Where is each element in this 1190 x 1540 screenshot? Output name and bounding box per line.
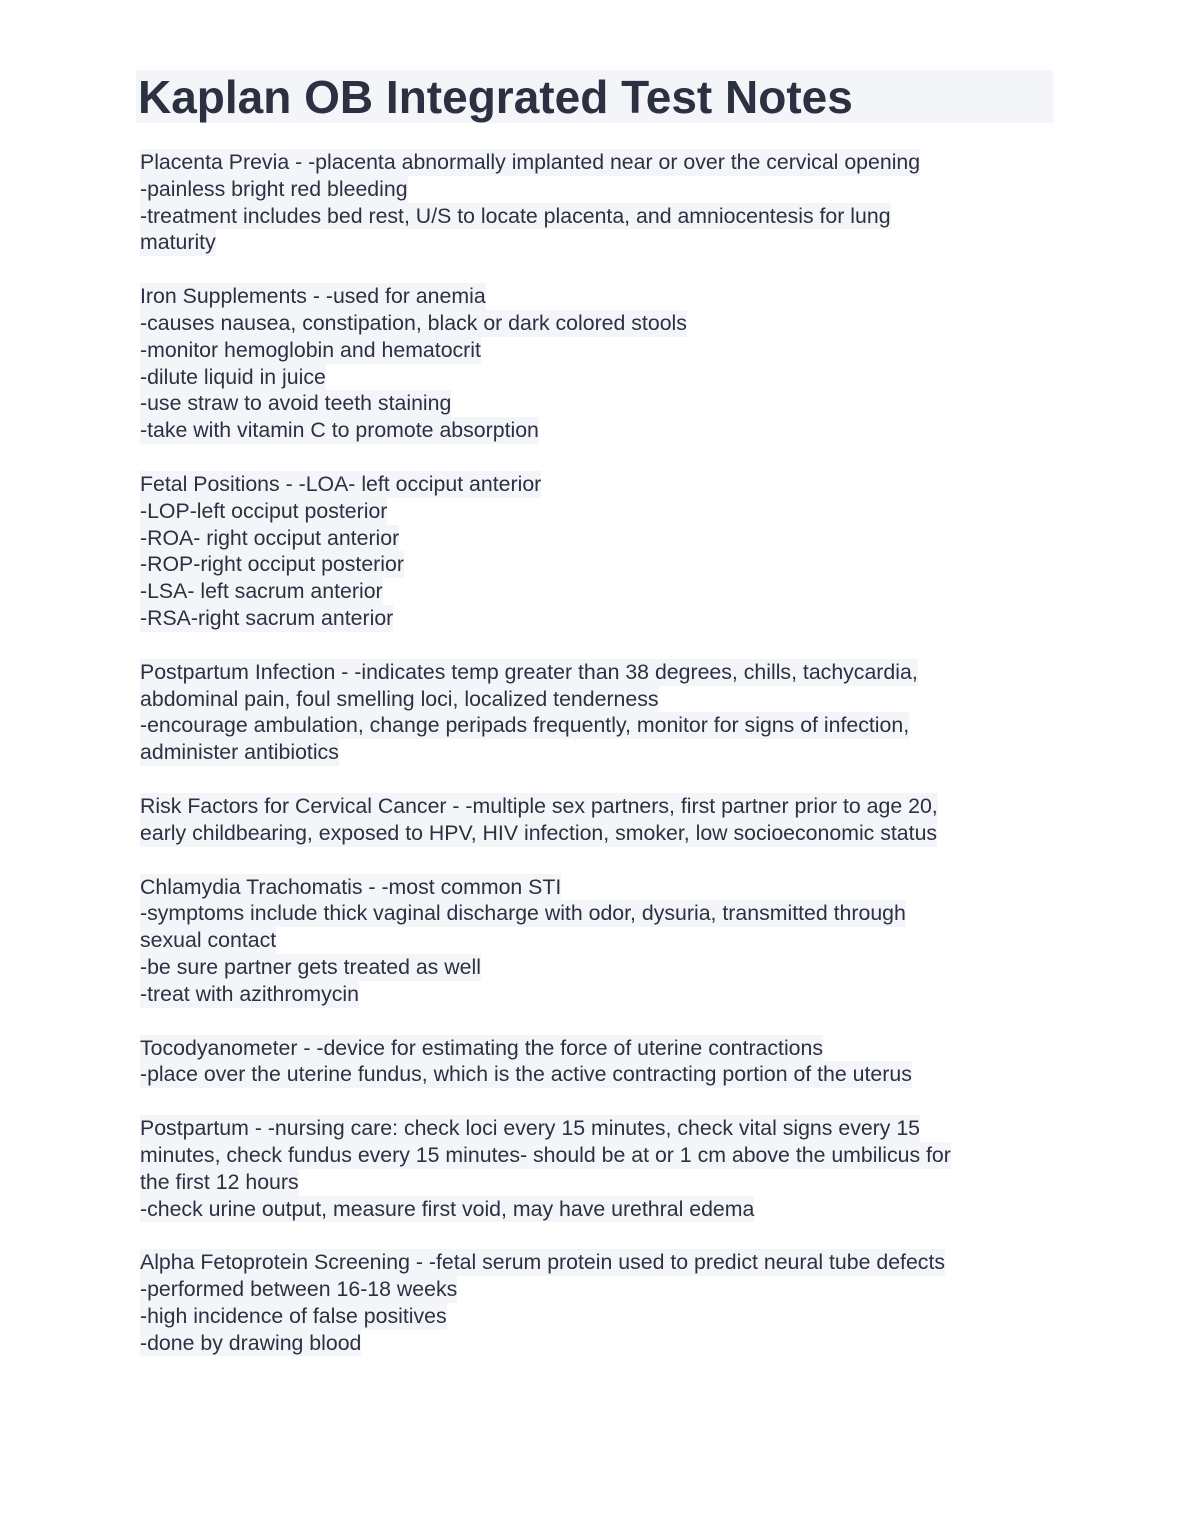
note-line: -take with vitamin C to promote absorption [140, 418, 539, 443]
note-section [140, 149, 1054, 256]
note-line: -dilute liquid in juice [140, 364, 326, 389]
note-line: -encourage ambulation, change peripads frequently, monitor for signs of infection, [140, 713, 910, 738]
note-line: abdominal pain, foul smelling loci, localized tenderness [140, 686, 659, 711]
note-line: -monitor hemoglobin and hematocrit [140, 337, 481, 362]
note-line: sexual contact [140, 928, 277, 953]
page-title: Kaplan OB Integrated Test Notes [138, 71, 853, 123]
note-line: -high incidence of false positives [140, 1303, 447, 1328]
note-line: administer antibiotics [140, 740, 339, 765]
note-line: -causes nausea, constipation, black or dark colored stools [140, 310, 687, 335]
note-heading-line: Placenta Previa - -placenta abnormally implanted near or over the cervical opening [140, 150, 921, 174]
note-line: -check urine output, measure first void, may have urethral edema [140, 1196, 755, 1221]
note-line: -treatment includes bed rest, U/S to locate placenta, and amniocentesis for lung [140, 203, 891, 228]
note-heading-line: Iron Supplements - -used for anemia [140, 284, 486, 309]
note-heading-line: Postpartum - -nursing care: check loci every 15 minutes, check vital signs every 15 [140, 1116, 921, 1141]
note-heading-line: Risk Factors for Cervical Cancer - -multiple sex partners, first partner prior to age 20, [140, 793, 938, 818]
note-line: -be sure partner gets treated as well [140, 954, 481, 979]
note-line: the first 12 hours [140, 1169, 299, 1194]
note-heading-line: Tocodyanometer - -device for estimating the force of uterine contractions [140, 1035, 824, 1060]
note-section [140, 471, 1054, 632]
note-line: -ROA- right occiput anterior [140, 525, 400, 550]
note-line: minutes, check fundus every 15 minutes- should be at or 1 cm above the umbilicus for [140, 1142, 951, 1167]
note-line: -painless bright red bleeding [140, 176, 408, 201]
note-line: -symptoms include thick vaginal discharge with odor, dysuria, transmitted through [140, 901, 906, 926]
note-line: -ROP-right occiput posterior [140, 552, 404, 577]
note-section [140, 1249, 1054, 1356]
note-section [140, 1115, 1054, 1222]
notes-body [140, 149, 1054, 1356]
note-heading-line: Chlamydia Trachomatis - -most common STI [140, 874, 562, 899]
note-section [140, 1035, 1054, 1089]
title-bar [136, 70, 1053, 123]
note-heading-line: Fetal Positions - -LOA- left occiput anterior [140, 471, 542, 496]
note-line: -performed between 16-18 weeks [140, 1277, 458, 1302]
note-section [140, 874, 1054, 1008]
note-heading-line: Postpartum Infection - -indicates temp greater than 38 degrees, chills, tachycardia, [140, 659, 918, 684]
note-line: -place over the uterine fundus, which is the active contracting portion of the uterus [140, 1062, 912, 1087]
note-section [140, 283, 1054, 444]
note-heading-line: Alpha Fetoprotein Screening - -fetal serum protein used to predict neural tube defects [140, 1250, 946, 1275]
note-line: -LOP-left occiput posterior [140, 498, 388, 523]
note-section [140, 793, 1054, 847]
note-line: -treat with azithromycin [140, 981, 359, 1006]
document-page [140, 70, 1054, 1383]
note-line: -use straw to avoid teeth staining [140, 391, 452, 416]
note-line: early childbearing, exposed to HPV, HIV infection, smoker, low socioeconomic status [140, 820, 938, 845]
note-line: -RSA-right sacrum anterior [140, 605, 394, 630]
note-section [140, 659, 1054, 766]
note-line: -done by drawing blood [140, 1330, 362, 1355]
note-line: -LSA- left sacrum anterior [140, 579, 383, 604]
note-line: maturity [140, 230, 216, 255]
